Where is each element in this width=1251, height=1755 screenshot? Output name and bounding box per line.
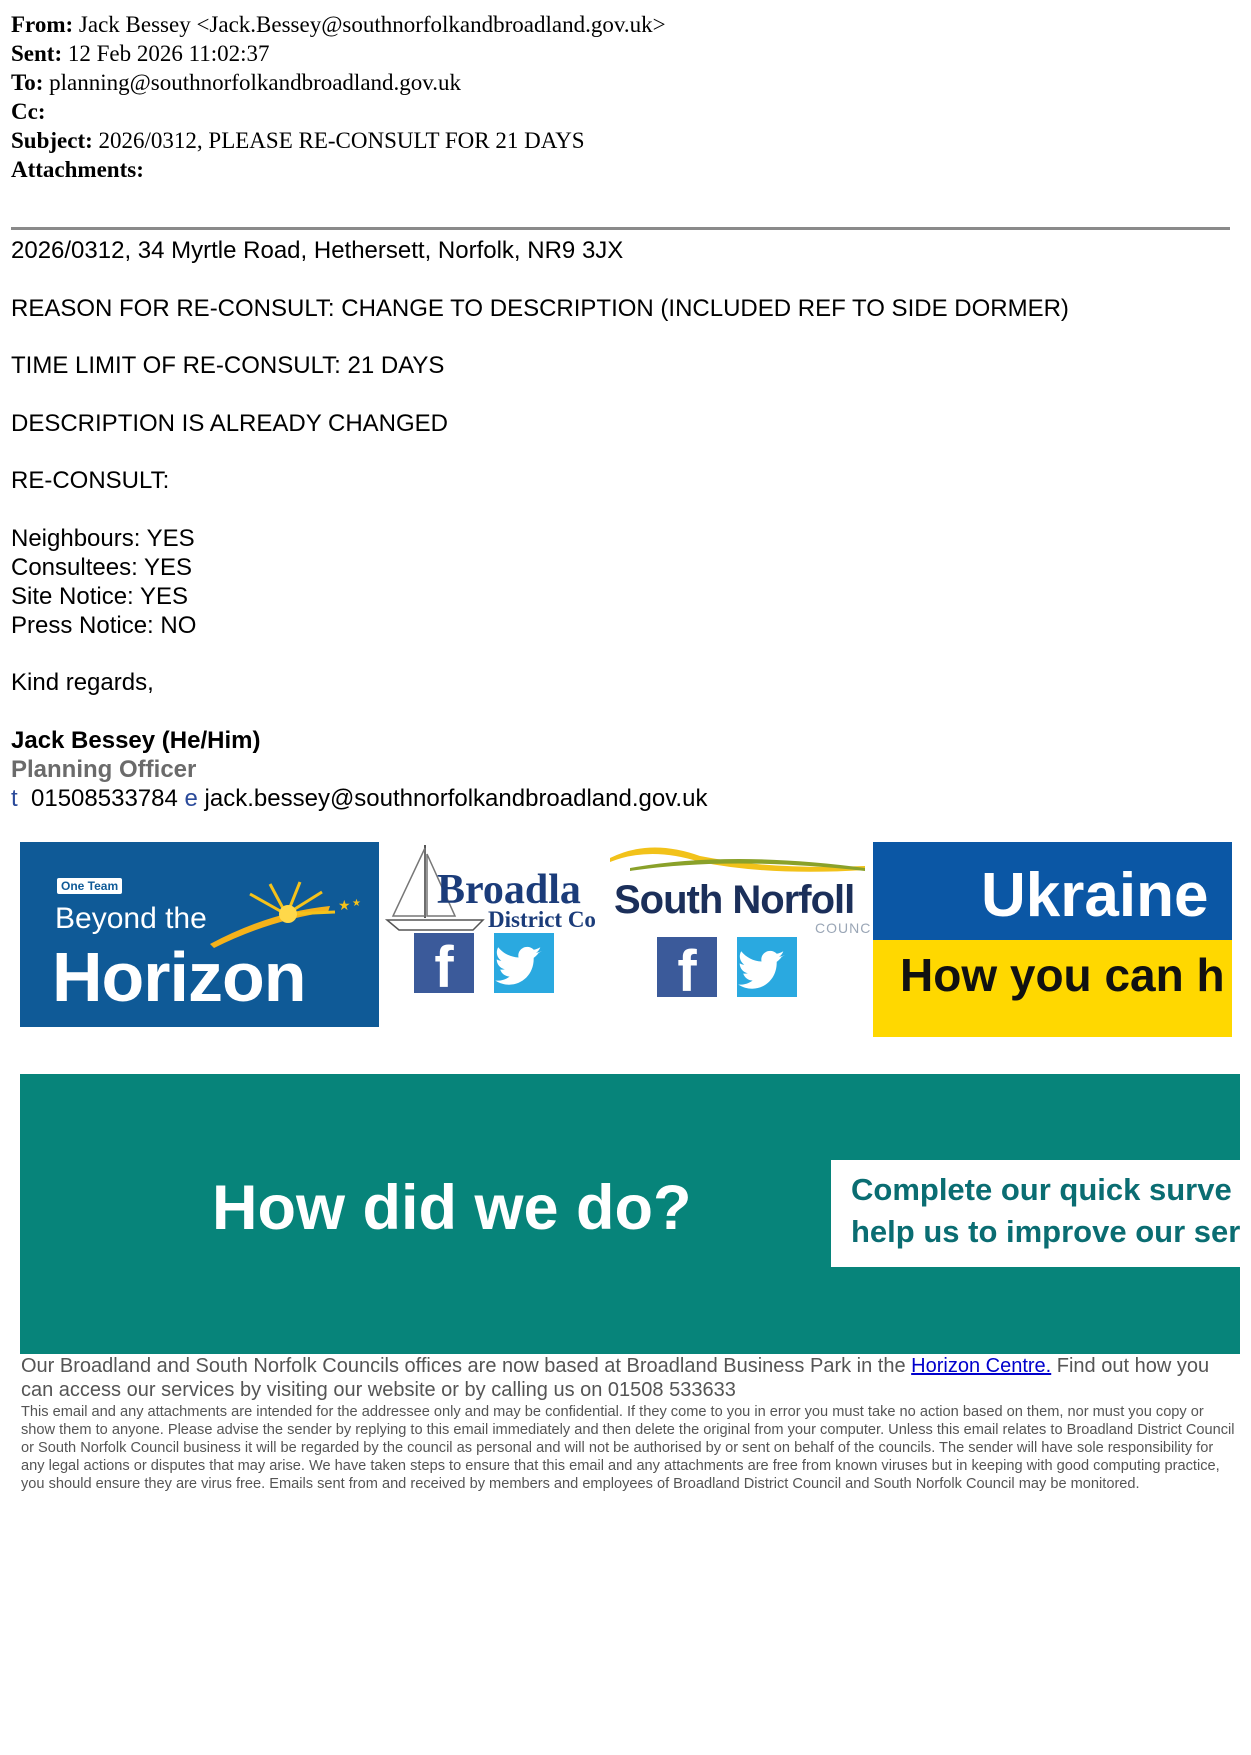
broadland-name: Broadla: [437, 867, 581, 913]
neighbours-item: Neighbours: YES: [11, 524, 195, 552]
reconsult-heading: RE-CONSULT:: [11, 467, 170, 494]
broadland-facebook-icon[interactable]: f: [414, 933, 474, 993]
south-norfolk-facebook-icon[interactable]: f: [657, 937, 717, 997]
svg-text:★: ★: [338, 898, 351, 914]
sent-row: Sent: 12 Feb 2026 11:02:37: [11, 41, 270, 66]
to-value[interactable]: planning@southnorfolkandbroadland.gov.uk: [49, 70, 462, 95]
phone-label: t: [11, 784, 18, 812]
signature-title: Planning Officer: [11, 755, 197, 783]
sunburst-icon: [210, 882, 380, 952]
horizon-line1: Beyond the: [55, 902, 207, 935]
survey-line2: help us to improve our ser: [851, 1214, 1241, 1249]
south-norfolk-council-logo[interactable]: [610, 840, 872, 936]
phone-number[interactable]: 01508533784: [31, 784, 178, 812]
disclaimer: This email and any attachments are intended for the addressee only and may be confidential. If they come to you in error you must take no action based on them, nor must you copy or show them to anyone. Please advise the sender by replying to this email immediately and then delete the original from your computer. Unless this email relates to Broadland District Council or South Norfolk Council business it will be regarded by the council as personal and will not be authorised by or sent on behalf of the councils. The sender will have sole responsibility for any legal actions or disputes that may arise. We have taken steps to ensure that this email and any attachments are free from known viruses but in keeping with good computing practice, you should ensure they are virus free. Emails sent from and received by members and employees of Broadland District Council and South Norfolk Council may be monitored.: [21, 1404, 1235, 1492]
signature-name: Jack Bessey (He/Him): [11, 726, 261, 754]
broadland-twitter-icon[interactable]: [494, 933, 554, 993]
south-norfolk-name: South Norfoll: [614, 878, 855, 922]
reconsult-reason: REASON FOR RE-CONSULT: CHANGE TO DESCRIPTION (INCLUDED REF TO SIDE DORMER): [11, 294, 1069, 322]
email-body: [11, 236, 1221, 813]
south-norfolk-twitter-icon[interactable]: [737, 937, 797, 997]
cc-row: Cc:: [11, 99, 46, 124]
consultees-item: Consultees: YES: [11, 553, 192, 581]
ukraine-banner[interactable]: [873, 842, 1232, 1037]
reconsult-list: [11, 524, 1221, 640]
broadland-district-council-logo[interactable]: [385, 840, 600, 930]
site-notice-item: Site Notice: YES: [11, 582, 188, 610]
description-status: DESCRIPTION IS ALREADY CHANGED: [11, 409, 448, 437]
attachments-row: Attachments:: [11, 157, 144, 182]
ukraine-subtitle: How you can h: [900, 949, 1225, 1001]
from-row: From: Jack Bessey <Jack.Bessey@southnorfolkandbroadland.gov.uk>: [11, 12, 666, 37]
broadland-sub: District Co: [488, 907, 596, 932]
application-address: 2026/0312, 34 Myrtle Road, Hethersett, Norfolk, NR9 3JX: [11, 237, 624, 264]
sent-value: 12 Feb 2026 11:02:37: [67, 41, 270, 66]
survey-question: How did we do?: [212, 1173, 692, 1243]
swoosh-graphic: [610, 840, 865, 880]
email-label: e: [184, 784, 198, 812]
beyond-the-horizon-banner[interactable]: [20, 842, 379, 1027]
from-value[interactable]: Jack Bessey <Jack.Bessey@southnorfolkandbroadland.gov.uk>: [78, 12, 666, 37]
one-team-tag: One Team: [57, 878, 122, 894]
survey-line1: Complete our quick surve: [851, 1172, 1232, 1207]
header-divider: [11, 227, 1230, 230]
svg-text:★: ★: [352, 898, 361, 909]
signature: [11, 726, 1221, 813]
twitter-icon: [494, 933, 554, 993]
survey-banner[interactable]: [20, 1074, 1240, 1354]
time-limit: TIME LIMIT OF RE-CONSULT: 21 DAYS: [11, 352, 445, 379]
twitter-icon: [737, 937, 797, 997]
subject-value: 2026/0312, PLEASE RE-CONSULT FOR 21 DAYS: [98, 128, 585, 153]
email-header: [11, 10, 1211, 184]
to-row: To: planning@southnorfolkandbroadland.gov.uk: [11, 70, 462, 95]
press-notice-item: Press Notice: NO: [11, 611, 197, 639]
south-norfolk-sub: COUNC: [815, 920, 872, 936]
subject-row: Subject: 2026/0312, PLEASE RE-CONSULT FOR 21 DAYS: [11, 128, 585, 153]
horizon-centre-link[interactable]: Horizon Centre.: [911, 1355, 1052, 1377]
ukraine-title: Ukraine: [981, 861, 1209, 930]
horizon-line2: Horizon: [52, 938, 306, 1016]
signature-contact: [11, 784, 1221, 813]
office-notice: Our Broadland and South Norfolk Councils offices are now based at Broadland Business Park in the Horizon Centre. Find out how you can access our services by visiting our website or by calling us on 01508 533633: [21, 1355, 1210, 1401]
signature-email[interactable]: jack.bessey@southnorfolkandbroadland.gov.uk: [204, 784, 708, 812]
sign-off: Kind regards,: [11, 669, 154, 696]
survey-callout: [831, 1160, 1251, 1267]
